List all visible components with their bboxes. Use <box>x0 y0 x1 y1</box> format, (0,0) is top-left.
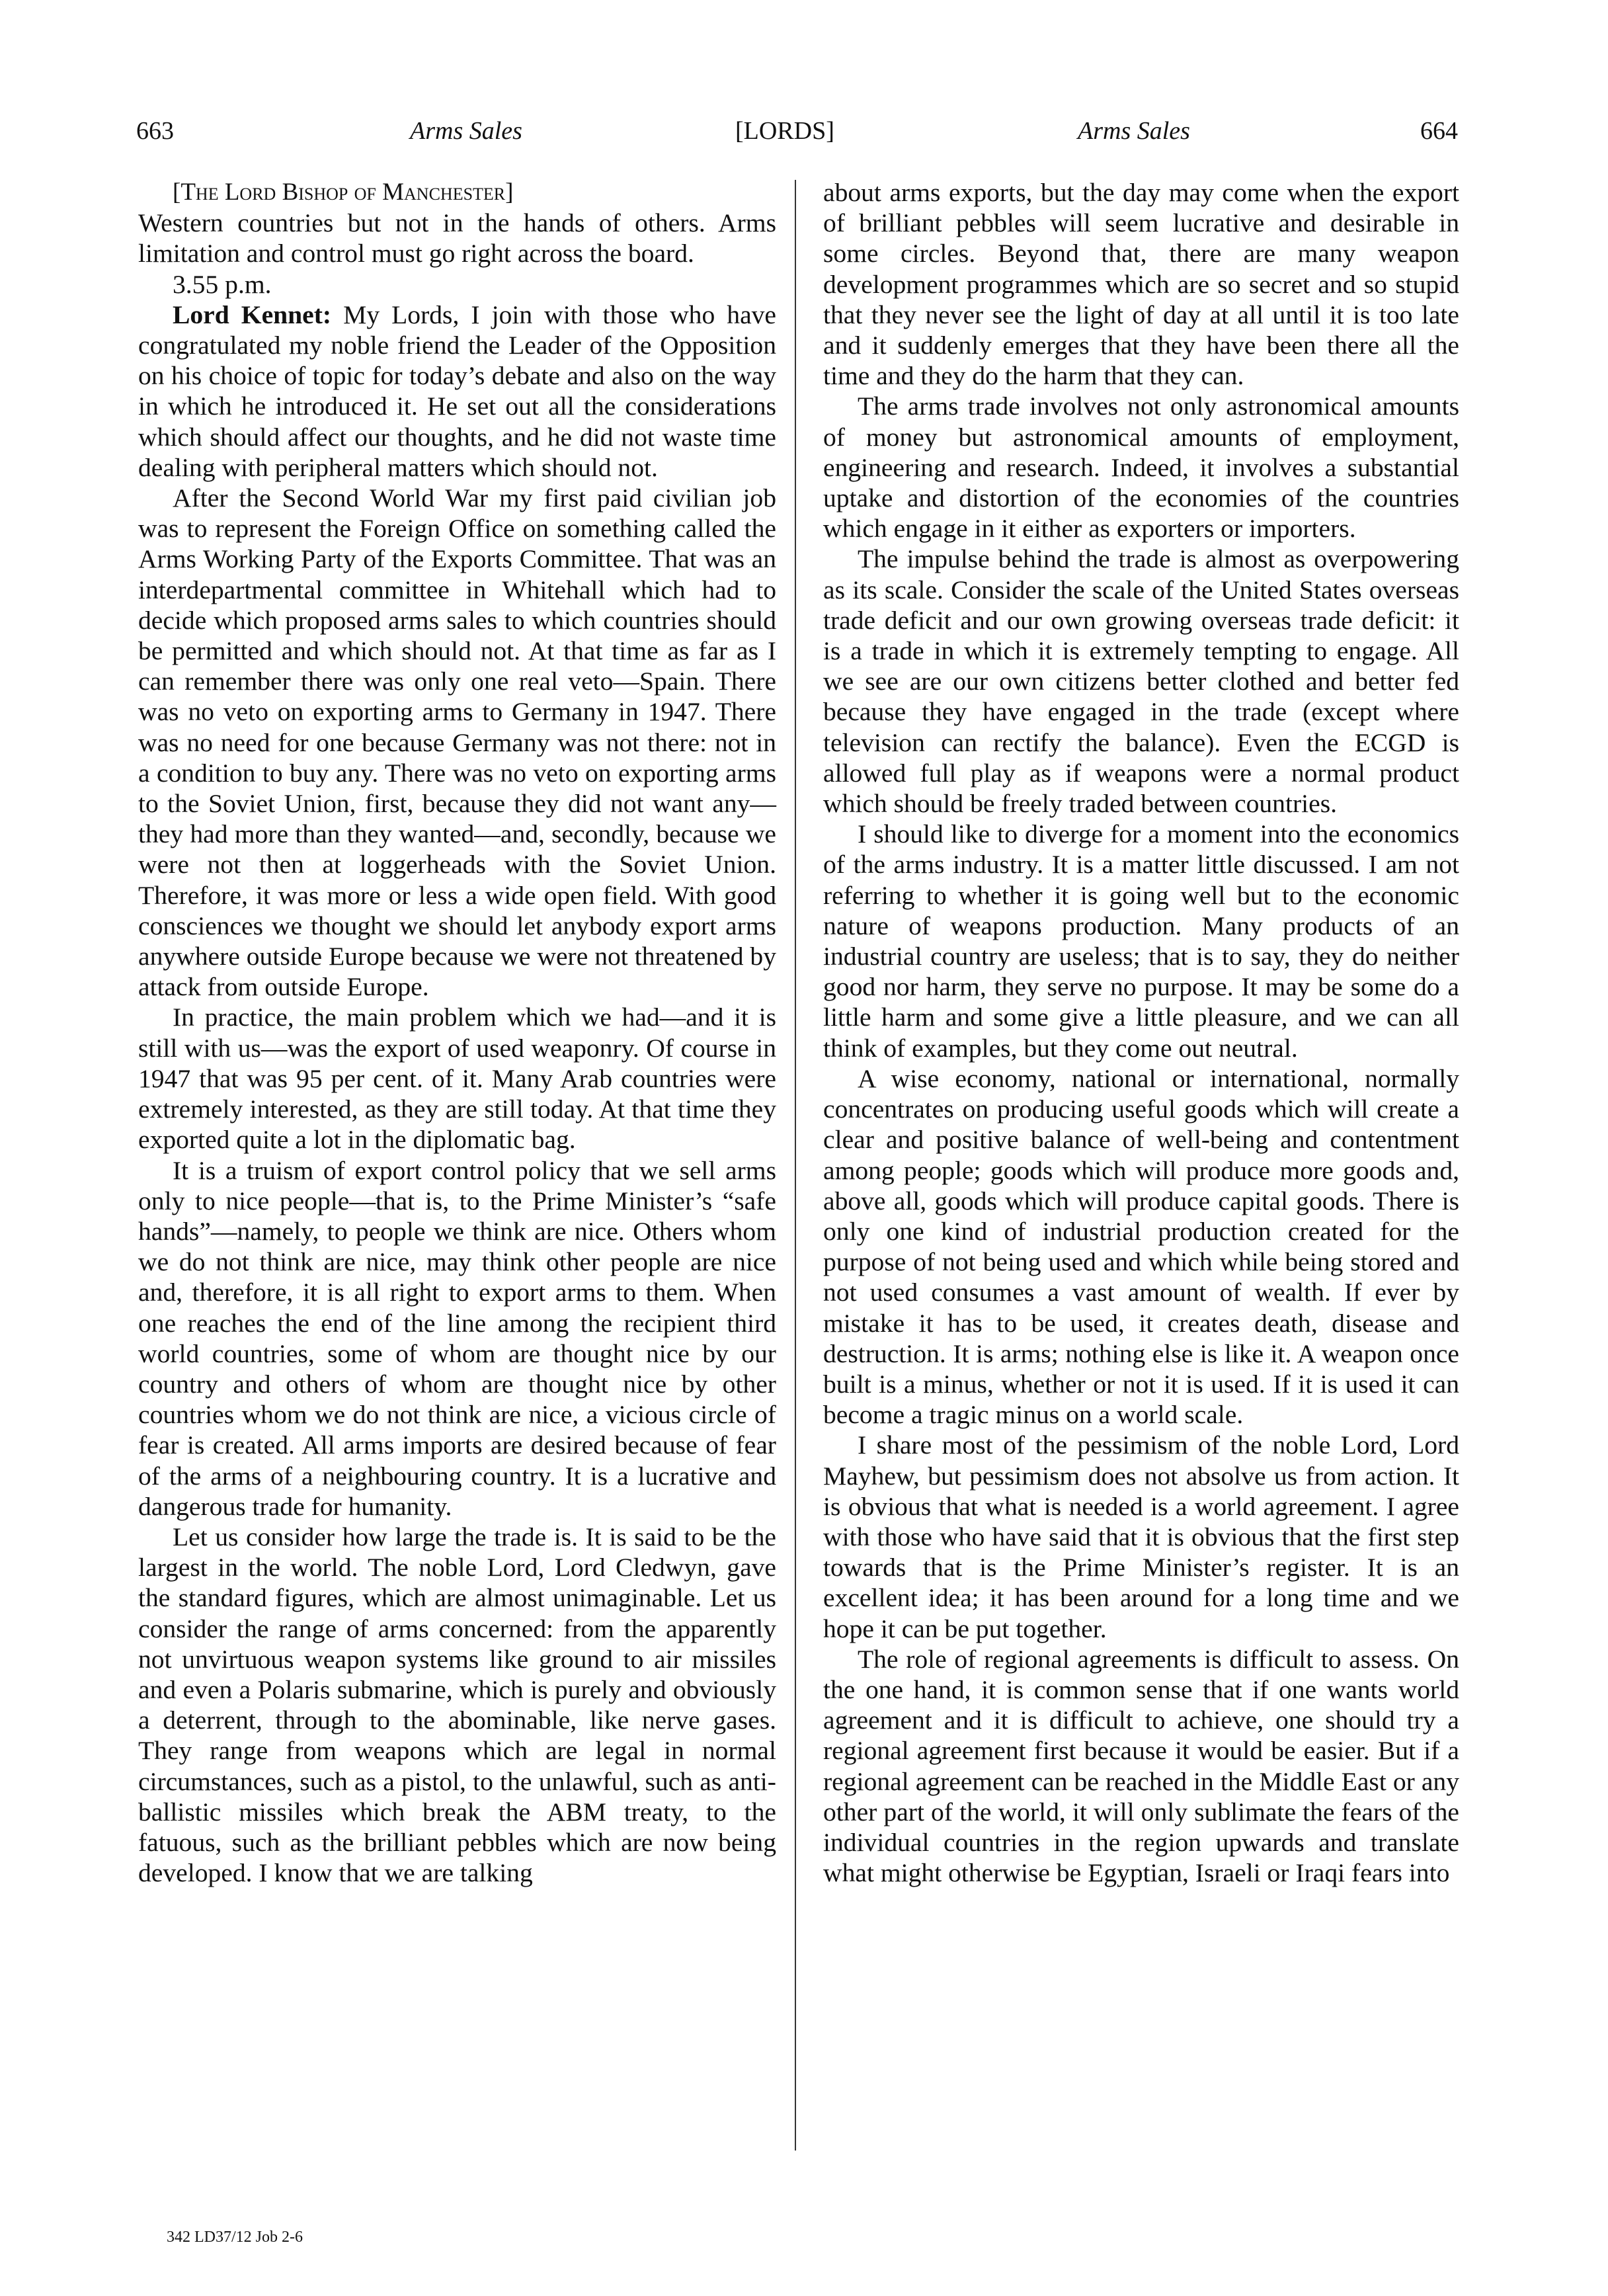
house-label: [LORDS] <box>735 117 834 145</box>
column-divider <box>795 180 796 2151</box>
body-paragraph: After the Second World War my first paid civilian job was to represent the Foreign Office on something called the Arms Working Party of the Exports Committee. That was an interdepartmental committee in Whitehall which had to decide which proposed arms sales to which countries should be permitted and which should not. At that time as far as I can remember there was only one real veto—Spain. There was no veto on exporting arms to Germany in 1947. There was no need for one because Germany was not there: not in a condition to buy any. There was no veto on exporting arms to the Soviet Union, first, because they did not want any—they had more than they wanted—and, secondly, because we were not then at loggerheads with the Soviet Union. Therefore, it was more or less a wide open field. With good consciences we thought we should let anybody export arms anywhere outside Europe because we were not threatened by attack from outside Europe. <box>138 483 776 1002</box>
running-title-right: Arms Sales <box>1078 117 1190 145</box>
page-number-left: 663 <box>136 117 174 145</box>
printer-code: 342 LD37/12 Job 2-6 <box>167 2229 303 2246</box>
speaker-running-head: [The Lord Bishop of Manchester] <box>173 179 514 206</box>
right-column <box>823 177 1459 1888</box>
speaker-name: Lord Kennet: <box>173 300 332 329</box>
body-paragraph: The arms trade involves not only astronomical amounts of money but astronomical amounts of employment, engineering and research. Indeed, it involves a substantial uptake and distortion of the economies of the countries which engage in it either as exporters or importers. <box>823 391 1459 544</box>
page-header <box>0 116 1608 156</box>
body-paragraph: The role of regional agreements is difficult to assess. On the one hand, it is common sense that if one wants world agreement and it is difficult to achieve, one should try a regional agreement first because it would be easier. But if a regional agreement can be reached in the Middle East or any other part of the world, it will only sublimate the fears of the individual countries in the region upwards and translate what might otherwise be Egyptian, Israeli or Iraqi fears into <box>823 1644 1459 1888</box>
body-paragraph: The impulse behind the trade is almost as overpowering as its scale. Consider the scale of the United States overseas trade deficit and our own growing overseas trade deficit: it is a trade in which it is extremely tempting to engage. All we see are our own citizens better clothed and better fed because they have engaged in the trade (except where television can rectify the balance). Even the ECGD is allowed full play as if weapons were a normal product which should be freely traded between countries. <box>823 544 1459 819</box>
time-stamp: 3.55 p.m. <box>173 269 272 299</box>
continuation-paragraph: Western countries but not in the hands of others. Arms limitation and control must go right across the board. <box>138 208 776 268</box>
left-column <box>138 177 776 1888</box>
body-paragraph: Let us consider how large the trade is. It is said to be the largest in the world. The noble Lord, Lord Cledwyn, gave the standard figures, which are almost unimaginable. Let us consider the range of arms concerned: from the apparently not unvirtuous weapon systems like ground to air missiles and even a Polaris submarine, which is purely and obviously a deterrent, through to the abominable, like nerve gases. They range from weapons which are legal in normal circumstances, such as a pistol, to the unlawful, such as anti-ballistic missiles which break the ABM treaty, to the fatuous, such as the brilliant pebbles which are now being developed. I know that we are talking <box>138 1522 776 1888</box>
body-paragraph: In practice, the main problem which we had—and it is still with us—was the export of used weaponry. Of course in 1947 that was 95 per cent. of it. Many Arab countries were extremely interested, as they are still today. At that time they exported quite a lot in the diplomatic bag. <box>138 1003 776 1155</box>
body-paragraph: I share most of the pessimism of the noble Lord, Lord Mayhew, but pessimism does not absolve us from action. It is obvious that what is needed is a world agreement. I agree with those who have said that it is obvious that the first step towards that is the Prime Minister’s register. It is an excellent idea; it has been around for a long time and we hope it can be put together. <box>823 1430 1459 1643</box>
page-number-right: 664 <box>1420 117 1458 145</box>
speech-opening-paragraph <box>138 300 776 483</box>
body-paragraph: I should like to diverge for a moment into the economics of the arms industry. It is a matter little discussed. I am not referring to whether it is going well but to the economic nature of weapons production. Many products of an industrial country are useless; that is to say, they do neither good nor harm, they serve no purpose. It may be some do a little harm and some give a little pleasure, and we can all think of examples, but they come out neutral. <box>823 819 1459 1063</box>
continuation-paragraph: about arms exports, but the day may come when the export of brilliant pebbles will seem lucrative and desirable in some circles. Beyond that, there are many weapon development programmes which are so secret and so stupid that they never see the light of day at all until it is too late and it suddenly emerges that they have been there all the time and they do the harm that they can. <box>823 178 1459 391</box>
body-paragraph: A wise economy, national or international, normally concentrates on producing useful goods which will create a clear and positive balance of well-being and contentment among people; goods which will produce more goods and, above all, goods which will produce capital goods. There is only one kind of industrial production created for the purpose of not being used and which while being stored and not used consumes a vast amount of wealth. If ever by mistake it has to be used, it creates death, disease and destruction. It is arms; nothing else is like it. A weapon once built is a minus, whether or not it is used. If it is used it can become a tragic minus on a world scale. <box>823 1063 1459 1430</box>
body-paragraph: It is a truism of export control policy that we sell arms only to nice people—that is, to the Prime Minister’s “safe hands”—namely, to people we think are nice. Others whom we do not think are nice, may think other people are nice and, therefore, it is all right to export arms to them. When one reaches the end of the line among the recipient third world countries, some of whom are thought nice by our country and others of whom are thought nice by other countries whom we do not think are nice, a vicious circle of fear is created. All arms imports are desired because of fear of the arms of a neighbouring country. It is a lucrative and dangerous trade for humanity. <box>138 1155 776 1521</box>
running-title-left: Arms Sales <box>410 117 522 145</box>
speech-opening-text: My Lords, I join with those who have congratulated my noble friend the Leader of the Opposition on his choice of topic for today’s debate and also on the way in which he introduced it. He set out all the considerations which should affect our thoughts, and he did not waste time dealing with peripheral matters which should not. <box>138 300 776 482</box>
